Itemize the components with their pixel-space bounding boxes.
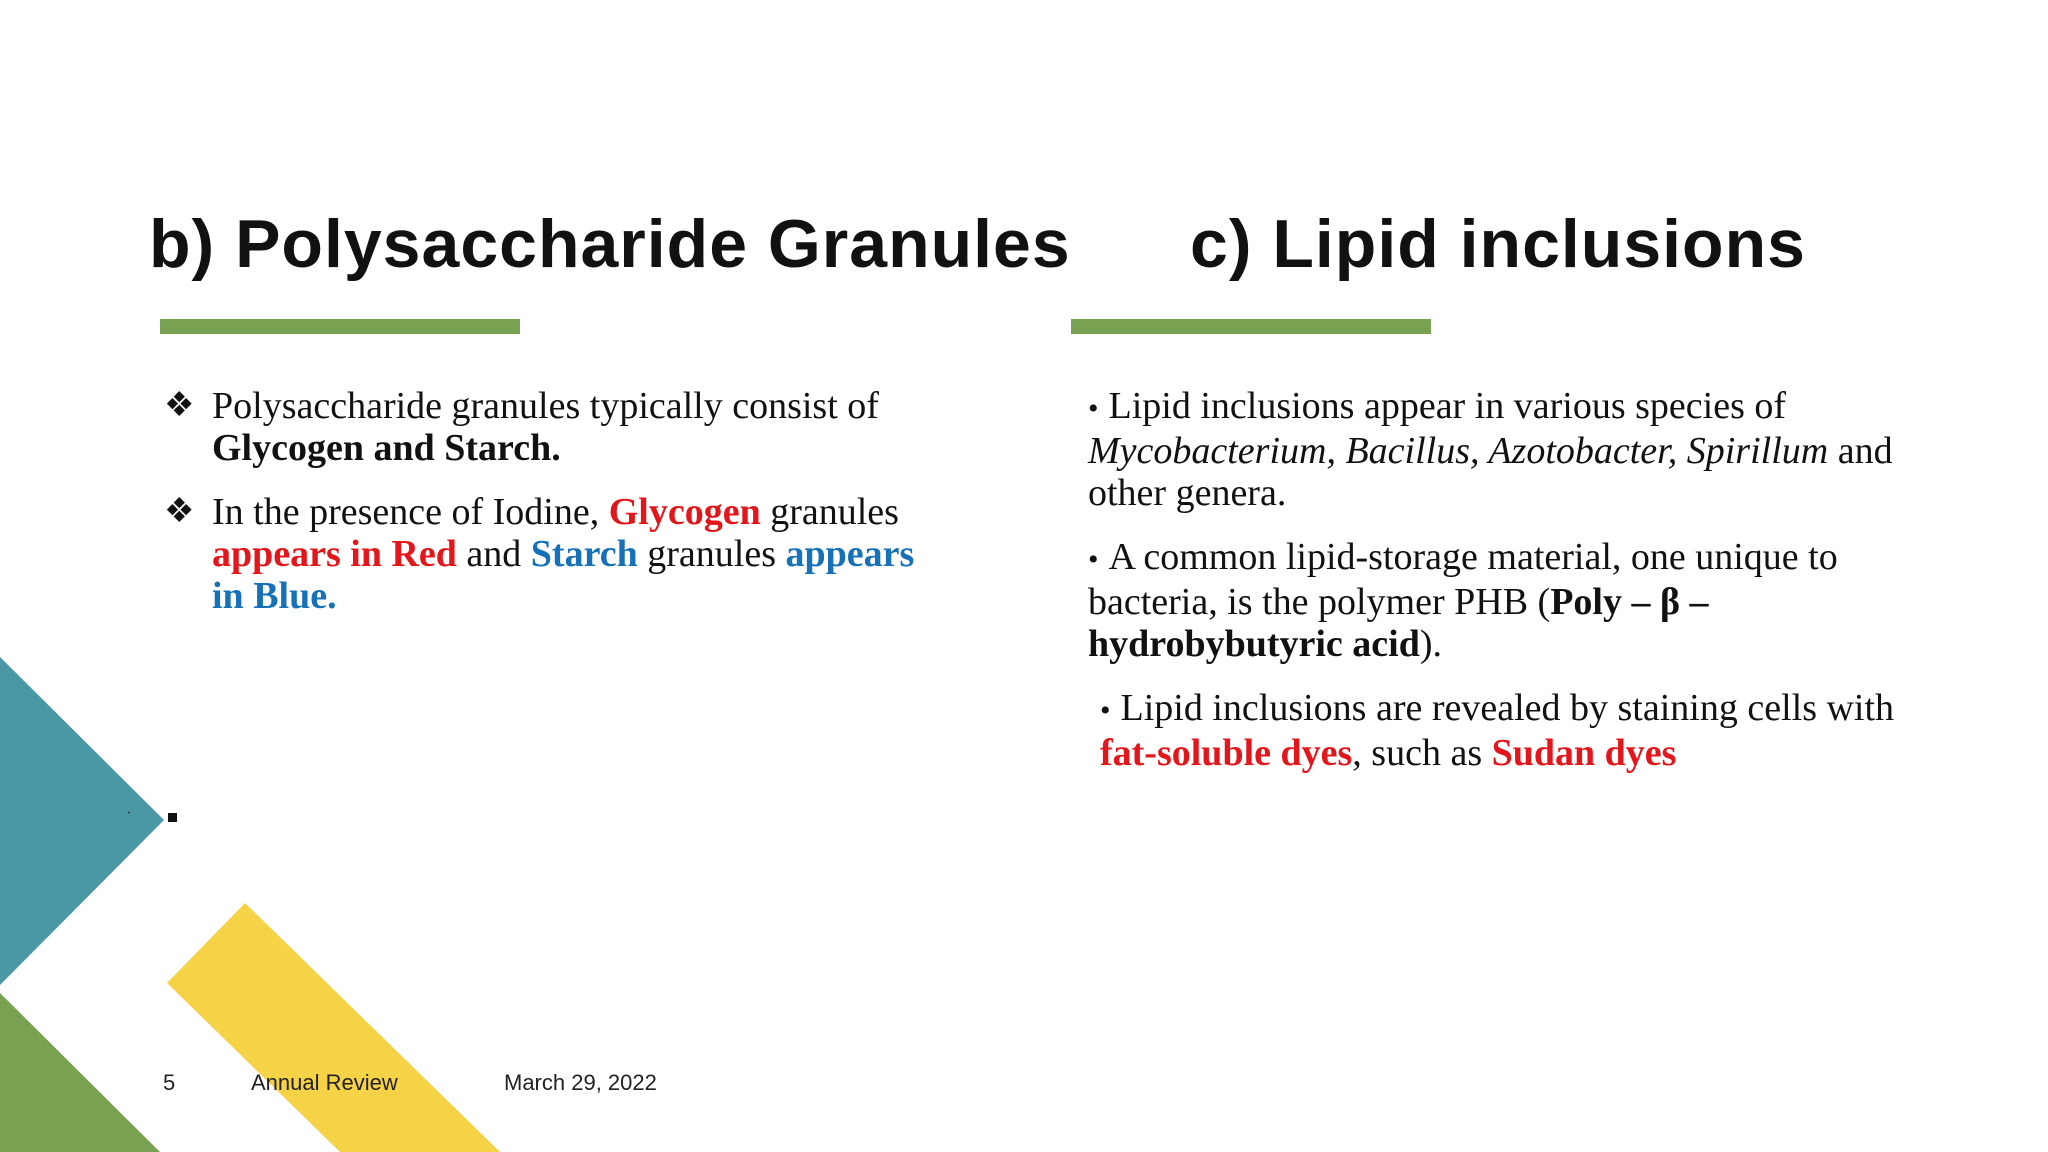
bullet-dot-icon: • (1100, 694, 1111, 727)
diamond-bullet-icon: ❖ (164, 493, 195, 530)
yellow-diagonal-band (167, 903, 500, 1152)
diamond-bullet-icon: ❖ (164, 387, 195, 424)
stray-dot: · (126, 805, 132, 822)
footer-date: March 29, 2022 (504, 1070, 657, 1095)
footer-title: Annual Review (251, 1070, 398, 1095)
heading-lipid-inclusions: c) Lipid inclusions (1190, 206, 1806, 282)
green-triangle (0, 993, 160, 1152)
lipid-bullet-3: • Lipid inclusions are revealed by staining cells with fat-soluble dyes, such as Sudan dyes (1100, 687, 1895, 774)
polysaccharide-bullet-list (160, 385, 920, 639)
polysaccharide-bullet-2: ❖ In the presence of Iodine, Glycogen granules appears in Red and Starch granules appears in Blue. (164, 491, 915, 617)
lipid-bullet-1: • Lipid inclusions appear in various species of Mycobacterium, Bacillus, Azotobacter, Spirillum and other genera. (1088, 385, 1893, 514)
bullet-dot-icon: • (1088, 543, 1099, 576)
lipid-bullet-2: • A common lipid-storage material, one unique to bacteria, is the polymer PHB (Poly – β – hydrobybutyric acid). (1088, 536, 1838, 665)
lipid-bullet-list (1088, 385, 1908, 796)
heading-underline-right (1071, 319, 1431, 334)
empty-bullet-square (168, 813, 177, 822)
heading-polysaccharide-granules: b) Polysaccharide Granules (149, 206, 1071, 282)
heading-underline-left (160, 319, 520, 334)
footer-page-number: 5 (163, 1070, 176, 1095)
bullet-dot-icon: • (1088, 392, 1099, 425)
polysaccharide-bullet-1: ❖ Polysaccharide granules typically consist of Glycogen and Starch. (164, 385, 879, 469)
teal-triangle (0, 657, 164, 985)
